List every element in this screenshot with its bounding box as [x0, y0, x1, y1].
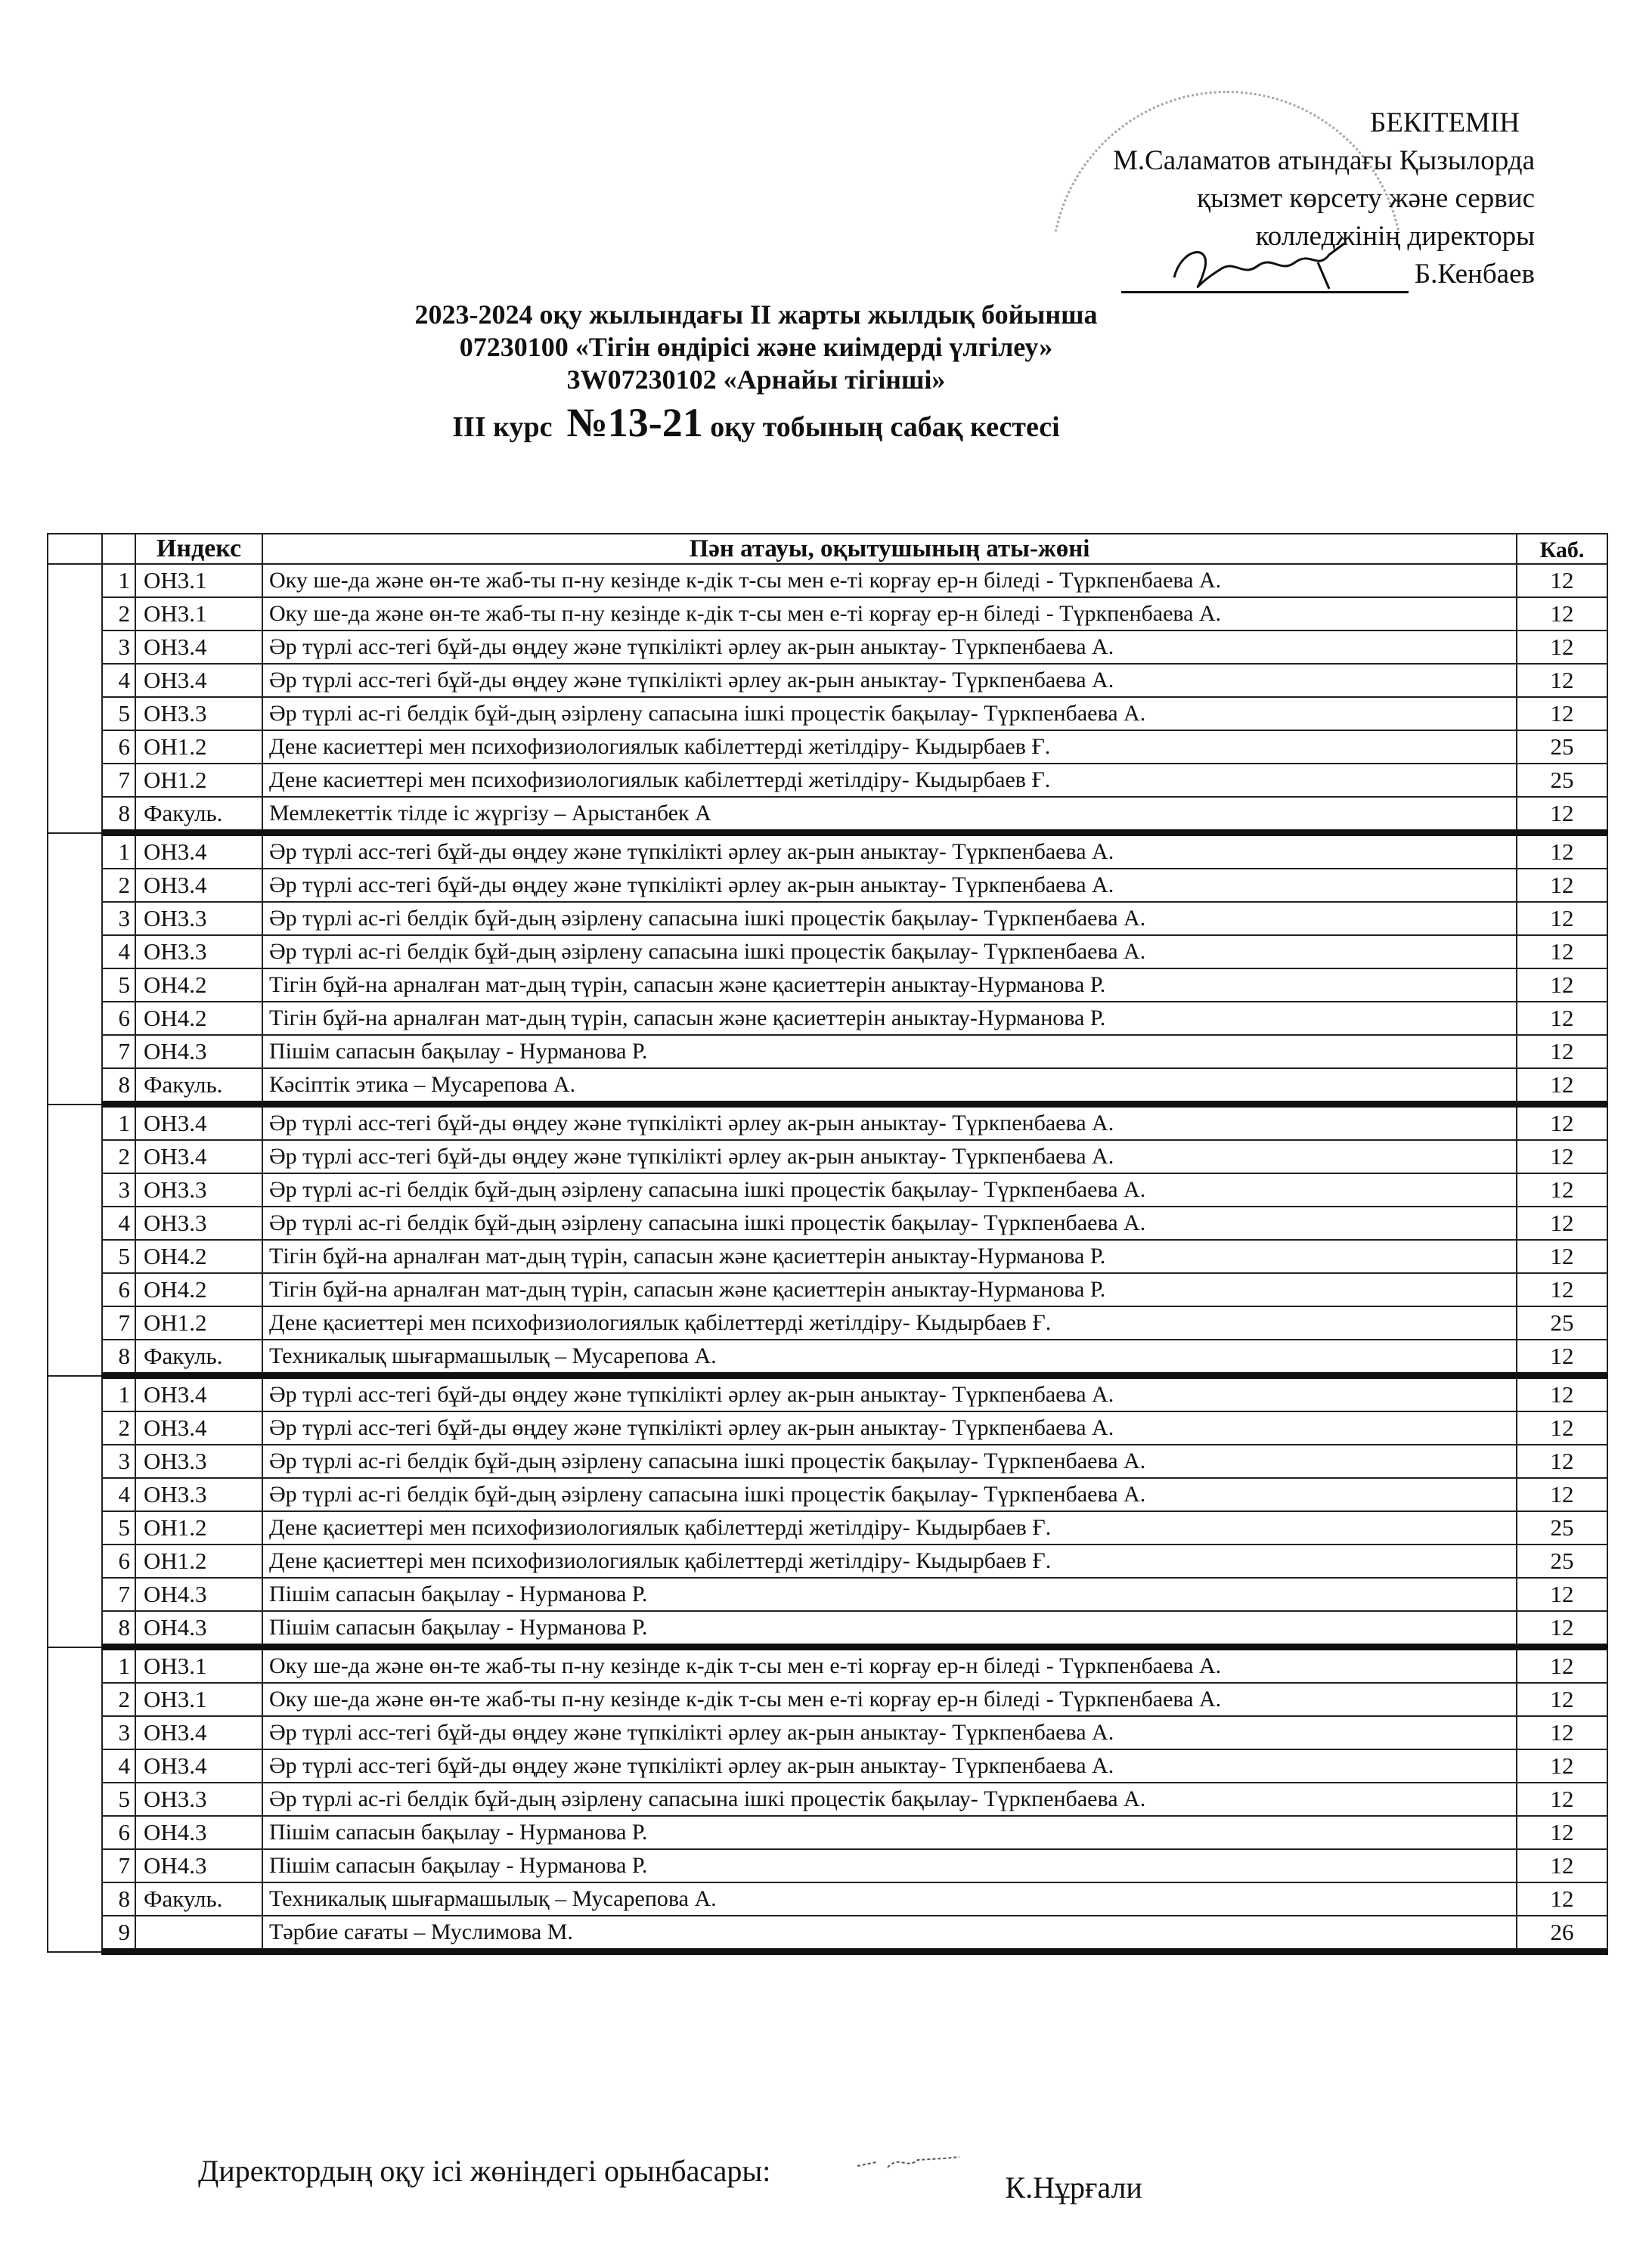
lesson-cabinet: 12: [1517, 1411, 1607, 1445]
lesson-cabinet: 12: [1517, 1002, 1607, 1035]
lesson-cabinet: 12: [1517, 1340, 1607, 1376]
lesson-number: 5: [102, 1783, 135, 1816]
lesson-subject: Тігін бұй-на арналған мат-дың түрін, сапасын және қасиеттерін аныктау-Нурманова Р.: [262, 1273, 1517, 1306]
lesson-index: Факуль.: [135, 1882, 262, 1916]
approval-line: М.Саламатов атындағы Қызылорда: [1112, 145, 1535, 176]
table-row: [48, 797, 1607, 833]
deputy-role: Директордың оқу ісі жөніндегі орынбасары:: [198, 2154, 771, 2188]
table-header-row: [48, 534, 1607, 564]
lesson-subject: Әр түрлі ас-гі белдік бұй-дың әзірлену сапасына ішкі процестік бақылау- Түркпенбаева А.: [262, 1207, 1517, 1240]
table-row: [48, 1273, 1607, 1306]
lesson-index: ОН4.3: [135, 1816, 262, 1849]
deputy-name: К.Нұрғали: [1005, 2170, 1142, 2204]
lesson-index: ОН1.2: [135, 1511, 262, 1545]
lesson-subject: Пішім сапасын бақылау - Нурманова Р.: [262, 1578, 1517, 1611]
lesson-subject: Тігін бұй-на арналған мат-дың түрін, сапасын және қасиеттерін аныктау-Нурманова Р.: [262, 968, 1517, 1002]
lesson-number: 6: [102, 1816, 135, 1849]
lesson-index: ОН3.4: [135, 664, 262, 697]
lesson-index: ОН3.4: [135, 869, 262, 902]
lesson-number: 8: [102, 1340, 135, 1376]
lesson-cabinet: 12: [1517, 797, 1607, 833]
table-row: [48, 1816, 1607, 1849]
lesson-cabinet: 12: [1517, 833, 1607, 869]
lesson-subject: Пішім сапасын бақылау - Нурманова Р.: [262, 1035, 1517, 1068]
table-row: [48, 1068, 1607, 1105]
lesson-index: ОН4.3: [135, 1035, 262, 1068]
heading-line-2: 07230100 «Тігін өндірісі және киімдерді үлгілеу»: [459, 332, 1053, 362]
lesson-subject: Тәрбие сағаты – Муслимова М.: [262, 1916, 1517, 1952]
lesson-index: ОН3.1: [135, 1647, 262, 1684]
table-row: [48, 1749, 1607, 1783]
day-date: [48, 1105, 102, 1376]
lesson-number: 2: [102, 869, 135, 902]
lesson-subject: Мемлекеттік тілде іс жүргізу – Арыстанбек А: [262, 797, 1517, 833]
lesson-index: ОН3.4: [135, 1749, 262, 1783]
lesson-cabinet: 12: [1517, 1578, 1607, 1611]
lesson-subject: Әр түрлі асс-тегі бұй-ды өңдеу және түпкілікті әрлеу ак-рын аныктау- Түркпенбаева А.: [262, 1411, 1517, 1445]
table-row: [48, 1105, 1607, 1141]
lesson-number: 6: [102, 1273, 135, 1306]
table-row: [48, 764, 1607, 797]
table-row: [48, 869, 1607, 902]
lesson-subject: Әр түрлі асс-тегі бұй-ды өңдеу және түпкілікті әрлеу ак-рын аныктау- Түркпенбаева А.: [262, 1716, 1517, 1749]
lesson-cabinet: 25: [1517, 1511, 1607, 1545]
lesson-cabinet: 12: [1517, 935, 1607, 968]
lesson-cabinet: 12: [1517, 1478, 1607, 1511]
lesson-subject: Кәсіптік этика – Мусарепова А.: [262, 1068, 1517, 1105]
lesson-subject: Пішім сапасын бақылау - Нурманова Р.: [262, 1816, 1517, 1849]
lesson-index: Факуль.: [135, 1340, 262, 1376]
lesson-subject: Әр түрлі асс-тегі бұй-ды өңдеу және түпкілікті әрлеу ак-рын аныктау- Түркпенбаева А.: [262, 1749, 1517, 1783]
lesson-cabinet: 12: [1517, 1140, 1607, 1173]
lesson-index: ОН3.1: [135, 564, 262, 597]
lesson-subject: Оку ше-да және өн-те жаб-ты п-ну кезінде к-дік т-сы мен е-ті корғау ер-н біледі - Түркпенбаева А.: [262, 1683, 1517, 1716]
table-row: [48, 631, 1607, 664]
lesson-subject: Дене касиеттері мен психофизиологиялык кабілеттерді жетілдіру- Кыдырбаев Ғ.: [262, 730, 1517, 764]
lesson-subject: Дене қасиеттері мен психофизиологиялык қабілеттерді жетілдіру- Кыдырбаев Ғ.: [262, 1306, 1517, 1340]
lesson-index: ОН3.4: [135, 1376, 262, 1412]
lesson-number: 8: [102, 797, 135, 833]
table-row: [48, 968, 1607, 1002]
lesson-index: ОН3.3: [135, 1207, 262, 1240]
lesson-subject: Дене қасиеттері мен психофизиологиялык қабілеттерді жетілдіру- Кыдырбаев Ғ.: [262, 1545, 1517, 1578]
lesson-number: 6: [102, 730, 135, 764]
lesson-subject: Әр түрлі асс-тегі бұй-ды өңдеу және түпкілікті әрлеу ак-рын аныктау- Түркпенбаева А.: [262, 664, 1517, 697]
lesson-cabinet: 25: [1517, 1306, 1607, 1340]
lesson-number: 5: [102, 1240, 135, 1273]
table-row: [48, 1683, 1607, 1716]
header-date: [48, 534, 102, 564]
table-row: [48, 1916, 1607, 1952]
document-heading: [227, 299, 1285, 444]
lesson-cabinet: 25: [1517, 764, 1607, 797]
lesson-cabinet: 12: [1517, 1273, 1607, 1306]
lesson-number: 4: [102, 664, 135, 697]
lesson-cabinet: 12: [1517, 1173, 1607, 1207]
day-date: [48, 833, 102, 1105]
lesson-cabinet: 12: [1517, 1611, 1607, 1647]
table-row: [48, 1207, 1607, 1240]
lesson-index: ОН3.4: [135, 631, 262, 664]
lesson-cabinet: 12: [1517, 1647, 1607, 1684]
table-row: [48, 1882, 1607, 1916]
lesson-subject: Пішім сапасын бақылау - Нурманова Р.: [262, 1849, 1517, 1882]
table-row: [48, 1783, 1607, 1816]
lesson-subject: Техникалық шығармашылық – Мусарепова А.: [262, 1340, 1517, 1376]
lesson-index: ОН3.4: [135, 833, 262, 869]
lesson-subject: Тігін бұй-на арналған мат-дың түрін, сапасын және қасиеттерін аныктау-Нурманова Р.: [262, 1002, 1517, 1035]
day-date: [48, 1376, 102, 1647]
lesson-subject: Әр түрлі ас-гі белдік бұй-дың әзірлену сапасына ішкі процестік бақылау- Түркпенбаева А.: [262, 1173, 1517, 1207]
lesson-number: 9: [102, 1916, 135, 1952]
signature-line: [1121, 261, 1409, 293]
lesson-number: 3: [102, 1445, 135, 1478]
lesson-index: ОН1.2: [135, 1306, 262, 1340]
heading-group-line: [227, 400, 1285, 445]
lesson-cabinet: 12: [1517, 631, 1607, 664]
lesson-subject: Дене касиеттері мен психофизиологиялык кабілеттерді жетілдіру- Кыдырбаев Ғ.: [262, 764, 1517, 797]
table-row: [48, 1411, 1607, 1445]
lesson-subject: Тігін бұй-на арналған мат-дың түрін, сапасын және қасиеттерін аныктау-Нурманова Р.: [262, 1240, 1517, 1273]
lesson-number: 3: [102, 1716, 135, 1749]
lesson-number: 1: [102, 1105, 135, 1141]
lesson-number: 3: [102, 902, 135, 935]
lesson-index: ОН3.3: [135, 935, 262, 968]
lesson-number: 8: [102, 1068, 135, 1105]
approval-line: қызмет көрсету және сервис: [1197, 183, 1535, 214]
lesson-cabinet: 12: [1517, 869, 1607, 902]
lesson-index: ОН4.2: [135, 1002, 262, 1035]
lesson-subject: Әр түрлі ас-гі белдік бұй-дың әзірлену сапасына ішкі процестік бақылау- Түркпенбаева А.: [262, 1478, 1517, 1511]
lesson-number: 1: [102, 1647, 135, 1684]
lesson-number: 7: [102, 1578, 135, 1611]
header-number: [102, 534, 135, 564]
lesson-subject: Техникалық шығармашылық – Мусарепова А.: [262, 1882, 1517, 1916]
lesson-number: 2: [102, 597, 135, 631]
lesson-number: 8: [102, 1882, 135, 1916]
lesson-cabinet: 12: [1517, 1376, 1607, 1412]
lesson-subject: Әр түрлі ас-гі белдік бұй-дың әзірлену сапасына ішкі процестік бақылау- Түркпенбаева А.: [262, 902, 1517, 935]
lesson-number: 5: [102, 697, 135, 730]
lesson-index: ОН3.3: [135, 1173, 262, 1207]
lesson-number: 2: [102, 1411, 135, 1445]
table-row: [48, 564, 1607, 597]
lesson-number: 1: [102, 564, 135, 597]
lesson-index: ОН1.2: [135, 1545, 262, 1578]
lesson-number: 7: [102, 764, 135, 797]
lesson-cabinet: 12: [1517, 902, 1607, 935]
table-row: [48, 1140, 1607, 1173]
lesson-cabinet: 12: [1517, 1683, 1607, 1716]
lesson-index: ОН3.3: [135, 697, 262, 730]
lesson-cabinet: 12: [1517, 1849, 1607, 1882]
schedule-table: [47, 533, 1608, 1955]
header-index: Индекс: [135, 534, 262, 564]
lesson-cabinet: 25: [1517, 1545, 1607, 1578]
lesson-number: 4: [102, 1207, 135, 1240]
lesson-number: 4: [102, 935, 135, 968]
schedule-body: [48, 564, 1607, 1952]
lesson-number: 2: [102, 1140, 135, 1173]
lesson-cabinet: 12: [1517, 1207, 1607, 1240]
signature-row: [1013, 256, 1535, 293]
approval-block: [1013, 104, 1535, 293]
lesson-index: Факуль.: [135, 1068, 262, 1105]
lesson-number: 3: [102, 1173, 135, 1207]
lesson-index: ОН3.4: [135, 1411, 262, 1445]
lesson-cabinet: 12: [1517, 1445, 1607, 1478]
lesson-subject: Әр түрлі асс-тегі бұй-ды өңдеу және түпкілікті әрлеу ак-рын аныктау- Түркпенбаева А.: [262, 1105, 1517, 1141]
lesson-index: ОН3.3: [135, 1478, 262, 1511]
approval-title: БЕКІТЕМІН: [1370, 107, 1520, 138]
header-subject: Пән атауы, оқытушының аты-жөні: [262, 534, 1517, 564]
lesson-cabinet: 12: [1517, 564, 1607, 597]
table-row: [48, 1002, 1607, 1035]
lesson-cabinet: 26: [1517, 1916, 1607, 1952]
table-row: [48, 1849, 1607, 1882]
lesson-subject: Әр түрлі ас-гі белдік бұй-дың әзірлену сапасына ішкі процестік бақылау- Түркпенбаева А.: [262, 1445, 1517, 1478]
lesson-subject: Әр түрлі ас-гі белдік бұй-дың әзірлену сапасына ішкі процестік бақылау- Түркпенбаева А.: [262, 1783, 1517, 1816]
lesson-index: ОН1.2: [135, 764, 262, 797]
lesson-index: [135, 1916, 262, 1952]
lesson-subject: Оку ше-да және өн-те жаб-ты п-ну кезінде к-дік т-сы мен е-ті корғау ер-н біледі - Түркпенбаева А.: [262, 597, 1517, 631]
lesson-subject: Оку ше-да және өн-те жаб-ты п-ну кезінде к-дік т-сы мен е-ті корғау ер-н біледі - Түркпенбаева А.: [262, 564, 1517, 597]
lesson-index: ОН1.2: [135, 730, 262, 764]
lesson-cabinet: 12: [1517, 1749, 1607, 1783]
lesson-number: 7: [102, 1306, 135, 1340]
table-row: [48, 1306, 1607, 1340]
lesson-cabinet: 12: [1517, 1105, 1607, 1141]
table-row: [48, 1716, 1607, 1749]
lesson-subject: Әр түрлі ас-гі белдік бұй-дың әзірлену сапасына ішкі процестік бақылау- Түркпенбаева А.: [262, 697, 1517, 730]
lesson-subject: Оку ше-да және өн-те жаб-ты п-ну кезінде к-дік т-сы мен е-ті корғау ер-н біледі - Түркпенбаева А.: [262, 1647, 1517, 1684]
lesson-index: ОН3.4: [135, 1716, 262, 1749]
lesson-subject: Әр түрлі асс-тегі бұй-ды өңдеу және түпкілікті әрлеу ак-рын аныктау- Түркпенбаева А.: [262, 869, 1517, 902]
day-date: [48, 1647, 102, 1952]
lesson-subject: Әр түрлі ас-гі белдік бұй-дың әзірлену сапасына ішкі процестік бақылау- Түркпенбаева А.: [262, 935, 1517, 968]
group-number: №13-21: [566, 400, 703, 445]
table-row: [48, 664, 1607, 697]
table-row: [48, 1545, 1607, 1578]
table-row: [48, 1478, 1607, 1511]
lesson-subject: Пішім сапасын бақылау - Нурманова Р.: [262, 1611, 1517, 1647]
approval-line: колледжінің директоры: [1255, 221, 1535, 252]
lesson-index: ОН3.4: [135, 1140, 262, 1173]
lesson-number: 3: [102, 631, 135, 664]
lesson-number: 8: [102, 1611, 135, 1647]
lesson-index: ОН3.3: [135, 902, 262, 935]
table-row: [48, 1340, 1607, 1376]
lesson-subject: Дене қасиеттері мен психофизиологиялык қабілеттерді жетілдіру- Кыдырбаев Ғ.: [262, 1511, 1517, 1545]
heading-line-3: 3W07230102 «Арнайы тігінші»: [566, 364, 946, 395]
lesson-cabinet: 12: [1517, 1068, 1607, 1105]
lesson-cabinet: 12: [1517, 1035, 1607, 1068]
lesson-cabinet: 25: [1517, 730, 1607, 764]
table-row: [48, 697, 1607, 730]
lesson-number: 5: [102, 1511, 135, 1545]
signature-icon: [1167, 240, 1356, 293]
lesson-number: 1: [102, 1376, 135, 1412]
table-row: [48, 1035, 1607, 1068]
table-row: [48, 1578, 1607, 1611]
lesson-cabinet: 12: [1517, 1816, 1607, 1849]
lesson-index: ОН3.3: [135, 1445, 262, 1478]
heading-suffix: оқу тобының сабақ кестесі: [710, 411, 1060, 443]
table-row: [48, 902, 1607, 935]
lesson-index: ОН4.3: [135, 1611, 262, 1647]
table-row: [48, 730, 1607, 764]
table-row: [48, 1445, 1607, 1478]
table-row: [48, 1173, 1607, 1207]
day-date: [48, 564, 102, 833]
lesson-index: ОН3.4: [135, 1105, 262, 1141]
table-row: [48, 1511, 1607, 1545]
lesson-cabinet: 12: [1517, 1240, 1607, 1273]
lesson-index: ОН3.3: [135, 1783, 262, 1816]
lesson-index: ОН4.2: [135, 968, 262, 1002]
heading-line-1: 2023-2024 оқу жылындағы ІІ жарты жылдық бойынша: [414, 299, 1098, 330]
table-row: [48, 1376, 1607, 1412]
lesson-cabinet: 12: [1517, 1783, 1607, 1816]
table-row: [48, 597, 1607, 631]
table-row: [48, 1240, 1607, 1273]
lesson-subject: Әр түрлі асс-тегі бұй-ды өңдеу және түпкілікті әрлеу ак-рын аныктау- Түркпенбаева А.: [262, 1140, 1517, 1173]
lesson-index: ОН3.1: [135, 597, 262, 631]
lesson-subject: Әр түрлі асс-тегі бұй-ды өңдеу және түпкілікті әрлеу ак-рын аныктау- Түркпенбаева А.: [262, 1376, 1517, 1412]
lesson-number: 6: [102, 1002, 135, 1035]
lesson-number: 4: [102, 1478, 135, 1511]
header-cabinet: Каб.: [1517, 534, 1607, 564]
lesson-index: ОН4.3: [135, 1849, 262, 1882]
footer: [198, 2153, 1483, 2204]
lesson-cabinet: 12: [1517, 664, 1607, 697]
lesson-number: 7: [102, 1849, 135, 1882]
lesson-cabinet: 12: [1517, 1716, 1607, 1749]
lesson-index: ОН4.2: [135, 1240, 262, 1273]
lesson-index: ОН4.2: [135, 1273, 262, 1306]
lesson-index: Факуль.: [135, 797, 262, 833]
approval-signatory: Б.Кенбаев: [1414, 259, 1535, 290]
lesson-cabinet: 12: [1517, 1882, 1607, 1916]
lesson-number: 6: [102, 1545, 135, 1578]
table-row: [48, 1647, 1607, 1684]
lesson-number: 2: [102, 1683, 135, 1716]
lesson-subject: Әр түрлі асс-тегі бұй-ды өңдеу және түпкілікті әрлеу ак-рын аныктау- Түркпенбаева А.: [262, 833, 1517, 869]
lesson-cabinet: 12: [1517, 697, 1607, 730]
lesson-subject: Әр түрлі асс-тегі бұй-ды өңдеу және түпкілікті әрлеу ак-рын аныктау- Түркпенбаева А.: [262, 631, 1517, 664]
lesson-cabinet: 12: [1517, 597, 1607, 631]
table-row: [48, 935, 1607, 968]
lesson-index: ОН3.1: [135, 1683, 262, 1716]
lesson-number: 7: [102, 1035, 135, 1068]
lesson-number: 5: [102, 968, 135, 1002]
table-row: [48, 833, 1607, 869]
deputy-signature-icon: [854, 2151, 967, 2174]
lesson-cabinet: 12: [1517, 968, 1607, 1002]
table-row: [48, 1611, 1607, 1647]
lesson-number: 4: [102, 1749, 135, 1783]
lesson-number: 1: [102, 833, 135, 869]
course-label: ІІІ курс: [452, 411, 553, 443]
lesson-index: ОН4.3: [135, 1578, 262, 1611]
